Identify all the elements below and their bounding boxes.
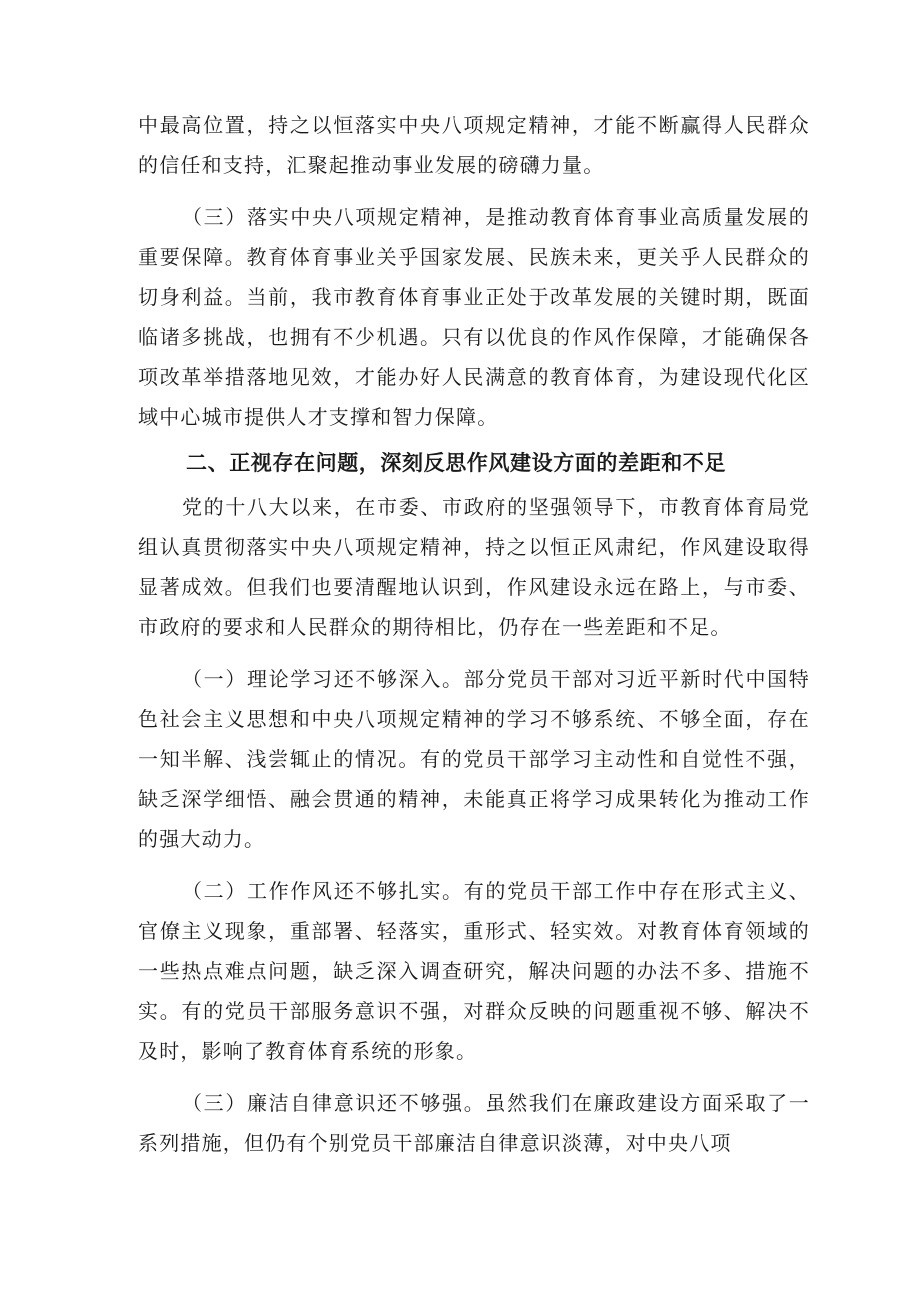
paragraph-issue-one: （一）理论学习还不够深入。部分党员干部对习近平新时代中国特色社会主义思想和中央八项规定精神的学习不够系统、不够全面，存在一知半解、浅尝辄止的情况。有的党员干部学习主动性和自觉性不强，缺乏深学细悟、融会贯通的精神，未能真正将学习成果转化为推动工作的强大动力。 bbox=[138, 667, 810, 851]
paragraph-continuation: 中最高位置，持之以恒落实中央八项规定精神，才能不断赢得人民群众的信任和支持，汇聚起推动事业发展的磅礴力量。 bbox=[138, 113, 810, 177]
paragraph-point-three: （三）落实中央八项规定精神，是推动教育体育事业高质量发展的重要保障。教育体育事业关乎国家发展、民族未来，更关乎人民群众的切身利益。当前，我市教育体育事业正处于改革发展的关键时期，既面临诸多挑战，也拥有不少机遇。只有以优良的作风作保障，才能确保各项改革举措落地见效，才能办好人民满意的教育体育，为建设现代化区域中心城市提供人才支撑和智力保障。 bbox=[138, 205, 810, 429]
paragraph-intro: 党的十八大以来，在市委、市政府的坚强领导下，市教育体育局党组认真贯彻落实中央八项规定精神，持之以恒正风肃纪，作风建设取得显著成效。但我们也要清醒地认识到，作风建设永远在路上，与市委、市政府的要求和人民群众的期待相比，仍存在一些差距和不足。 bbox=[138, 495, 810, 639]
paragraph-issue-two: （二）工作作风还不够扎实。有的党员干部工作中存在形式主义、官僚主义现象，重部署、轻落实，重形式、轻实效。对教育体育领域的一些热点难点问题，缺乏深入调查研究，解决问题的办法不多、措施不实。有的党员干部服务意识不强，对群众反映的问题重视不够、解决不及时，影响了教育体育系统的形象。 bbox=[138, 879, 810, 1063]
section-heading: 二、正视存在问题，深刻反思作风建设方面的差距和不足 bbox=[186, 451, 726, 475]
paragraph-issue-three: （三）廉洁自律意识还不够强。虽然我们在廉政建设方面采取了一系列措施，但仍有个别党员干部廉洁自律意识淡薄，对中央八项 bbox=[138, 1091, 810, 1155]
